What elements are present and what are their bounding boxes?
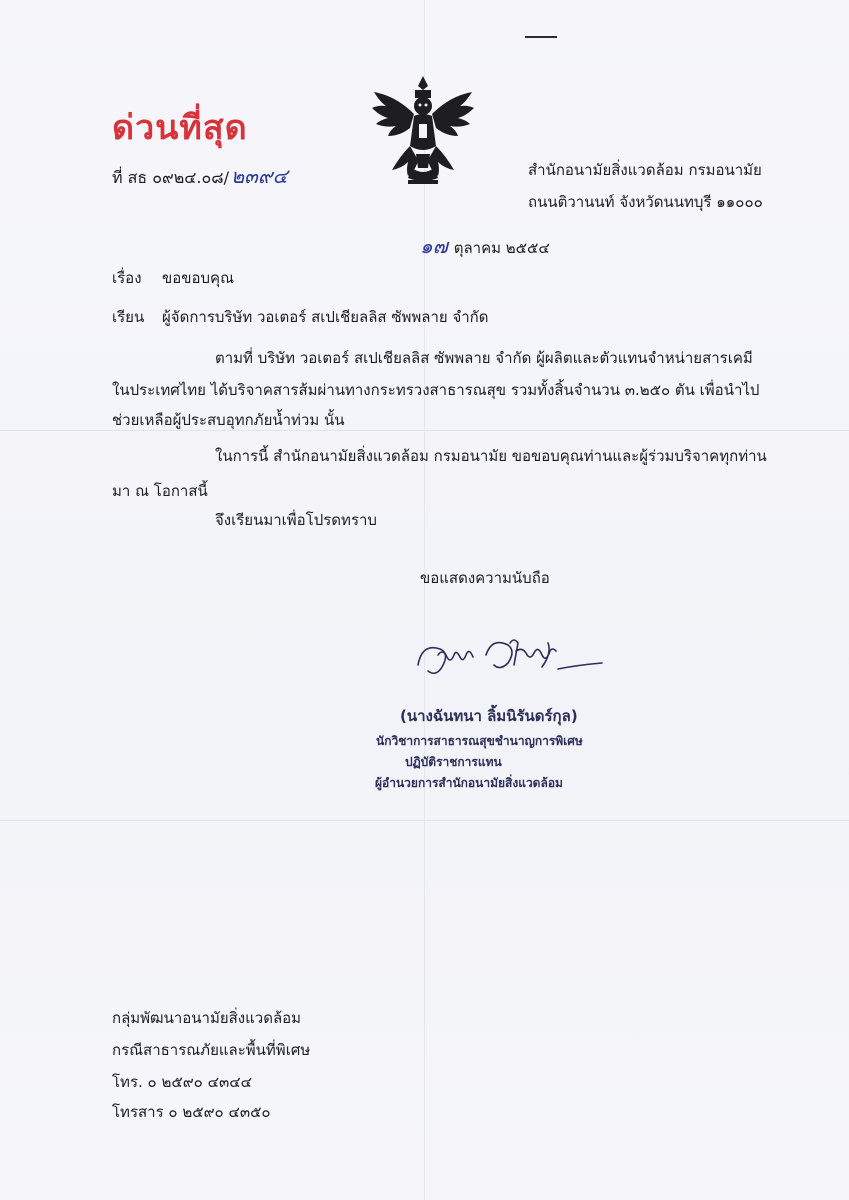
recipient-label: เรียน <box>112 308 145 326</box>
letter-date <box>420 230 550 262</box>
footer-fax: โทรสาร ๐ ๒๕๙๐ ๔๓๕๐ <box>112 1103 271 1121</box>
body-paragraph-line: ช่วยเหลือผู้ประสบอุทกภัยน้ำท่วม นั้น <box>112 411 345 429</box>
document-number <box>112 160 288 192</box>
scan-mark <box>525 36 557 38</box>
footer-subdivision: กรณีสาธารณภัยและพื้นที่พิเศษ <box>112 1041 311 1059</box>
document-number-handwritten: ๒๓๙๔ <box>230 164 288 188</box>
body-paragraph-line: จึงเรียนมาเพื่อโปรดทราบ <box>215 511 377 529</box>
subject-text: ขอขอบคุณ <box>162 269 234 287</box>
signer-office: ผู้อำนวยการสำนักอนามัยสิ่งแวดล้อม <box>375 776 563 790</box>
signer-position: นักวิชาการสาธารณสุขชำนาญการพิเศษ <box>376 734 583 748</box>
date-month-year: ตุลาคม ๒๕๕๔ <box>453 239 550 257</box>
signer-name: (นางฉันทนา ลิ้มนิรันดร์กุล) <box>400 707 578 725</box>
handwritten-signature <box>408 625 608 695</box>
recipient-text: ผู้จัดการบริษัท วอเตอร์ สเปเชียลลิส ซัพพลาย จำกัด <box>162 308 489 326</box>
body-paragraph-line: มา ณ โอกาสนี้ <box>112 482 208 500</box>
body-paragraph-line: ตามที่ บริษัท วอเตอร์ สเปเชียลลิส ซัพพลาย จำกัด ผู้ผลิตและตัวแทนจำหน่ายสารเคมี <box>215 349 753 367</box>
urgency-stamp: ด่วนที่สุด <box>112 108 248 148</box>
office-address-line1: สำนักอนามัยสิ่งแวดล้อม กรมอนามัย <box>528 161 762 179</box>
document-number-prefix: ที่ สธ ๐๙๒๔.๐๘/ <box>112 168 229 187</box>
office-address-line2: ถนนติวานนท์ จังหวัดนนทบุรี ๑๑๐๐๐ <box>528 193 763 211</box>
signer-acting-for: ปฏิบัติราชการแทน <box>405 755 502 769</box>
closing-salutation: ขอแสดงความนับถือ <box>420 569 550 587</box>
footer-department: กลุ่มพัฒนาอนามัยสิ่งแวดล้อม <box>112 1009 302 1027</box>
garuda-emblem-icon <box>368 70 478 192</box>
date-day-handwritten: ๑๗ <box>420 234 448 258</box>
subject-label: เรื่อง <box>112 269 142 287</box>
body-paragraph-line: ในการนี้ สำนักอนามัยสิ่งแวดล้อม กรมอนามัย ขอขอบคุณท่านและผู้ร่วมบริจาคทุกท่าน <box>215 447 767 465</box>
footer-phone: โทร. ๐ ๒๕๙๐ ๔๓๔๔ <box>112 1073 252 1091</box>
body-paragraph-line: ในประเทศไทย ได้บริจาคสารส้มผ่านทางกระทรวงสาธารณสุข รวมทั้งสิ้นจำนวน ๓.๒๕๐ ตัน เพื่อนำไป <box>112 381 760 399</box>
